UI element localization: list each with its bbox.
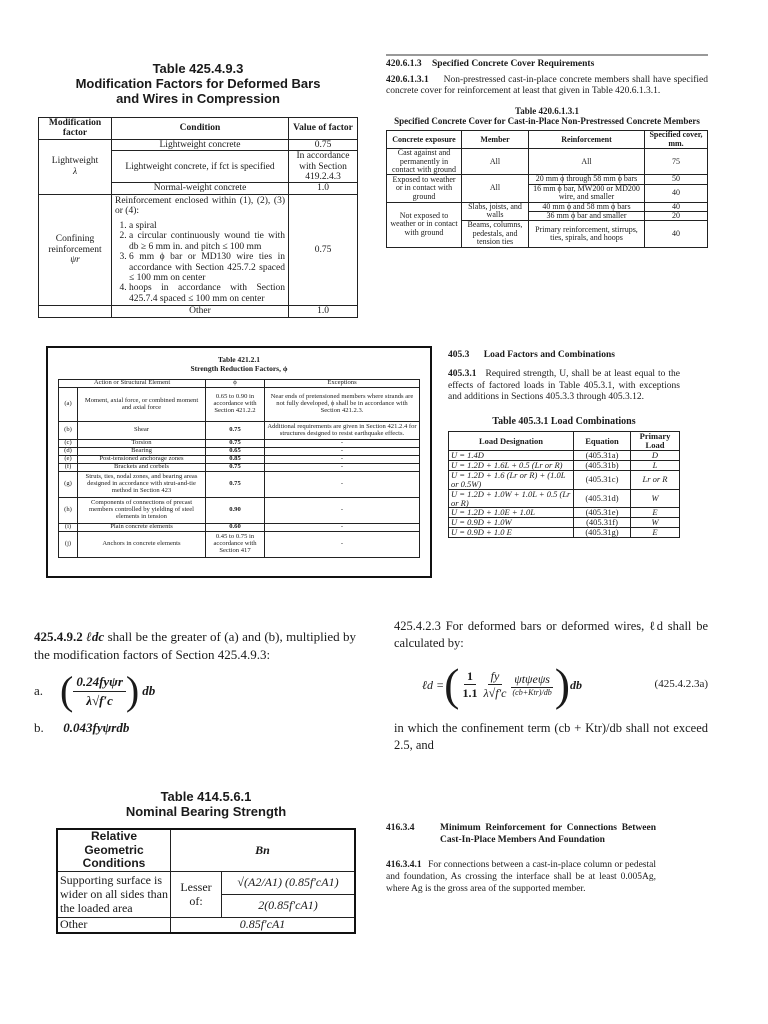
reinforcement-cell: 20 mm ϕ through 58 mm ϕ bars <box>529 175 645 184</box>
bn-value-cell: 0.85f′cA1 <box>171 918 356 933</box>
table-number: Table 421.2.1 <box>217 355 261 364</box>
confinement-text: in which the confinement term (cb + Ktr)/db shall not exceed 2.5, and <box>394 720 708 752</box>
col-header: Modification factor <box>39 117 112 139</box>
table-header-row <box>59 380 420 388</box>
bearing-strength-table <box>56 828 356 934</box>
table-row <box>387 149 708 175</box>
col-header: Specified cover, mm. <box>645 131 708 149</box>
table-row: U = 0.9D + 1.0 E (405.31g) E <box>449 528 680 538</box>
lesser-of-cell: Lesser of: <box>171 872 222 918</box>
member-cell: All <box>462 175 529 202</box>
cover-cell: 20 <box>645 211 708 220</box>
list-item: 3. 6 mm ϕ bar or MD130 wire ties in accordance with Section 425.7.2 spaced ≤ 100 mm on center <box>129 252 285 283</box>
col-header: Concrete exposure <box>387 131 462 149</box>
table-header-row <box>387 131 708 149</box>
col-header: Relative Geometric Conditions <box>57 829 171 872</box>
formula-label: a. <box>34 683 44 699</box>
table-row: (j) Anchors in concrete elements 0.45 to 0.75 in accordance with Section 417 - <box>59 531 420 557</box>
reinforcement-cell: Primary reinforcement, stirrups, ties, spirals, and hoops <box>529 221 645 247</box>
bn-value-cell: √(A2/A1) (0.85f′cA1) <box>222 872 356 895</box>
table-row <box>57 872 355 895</box>
section-text: shall be the greater of (a) and (b), multiplied by the modification factors of Section 425.4.9.3: <box>34 629 357 662</box>
table-414-5-6-1 <box>56 790 356 942</box>
value-cell: 0.75 <box>289 194 358 305</box>
table-row: (g) Struts, ties, nodal zones, and bearing areas designed in accordance with strut-and-tie method in Section 423 0.75 - <box>59 471 420 497</box>
condition-cell: Normal-weight concrete <box>112 183 289 194</box>
table-row: U = 0.9D + 1.0W (405.31f) W <box>449 518 680 528</box>
table-row: (b) Shear 0.75 Additional requirements are given in Section 421.2.4 for structures designed to resist earthquake effects. <box>59 422 420 440</box>
table-header-row <box>57 829 355 872</box>
col-header: Condition <box>112 117 289 139</box>
exposure-cell: Cast against and permanently in contact with ground <box>387 149 462 175</box>
table-row: (e) Post-tensioned anchorage zones 0.85 - <box>59 456 420 464</box>
table-row: U = 1.4D (405.31a) D <box>449 450 680 460</box>
table-number: Table 414.5.6.1 <box>160 789 252 804</box>
col-header: Bn <box>171 829 356 872</box>
reinforcement-cell: All <box>529 149 645 175</box>
table-row: (a) Moment, axial force, or combined moment and axial force 0.65 to 0.90 in accordance with Section 421.2.2 Near ends of pretensioned members where strands are not fully developed, ϕ shall be in accordance with Section 421.2.3. <box>59 388 420 422</box>
table-row: (f) Brackets and corbels 0.75 - <box>59 463 420 471</box>
table-row: (c) Torsion 0.75 - <box>59 440 420 448</box>
value-cell: In accordance with Section 419.2.4.3 <box>289 151 358 183</box>
member-cell: Slabs, joists, and walls <box>462 202 529 221</box>
table-row <box>39 194 358 305</box>
table-row <box>387 175 708 184</box>
table-header-row <box>39 117 358 139</box>
paragraph-text: For connections between a cast-in-place column or pedestal and foundation, As crossing the interface shall be at least 0.005Ag, where Ag is the gross area of the supported member. <box>386 859 656 895</box>
condition-list <box>115 221 285 305</box>
condition-cell: Other <box>112 306 289 317</box>
condition-cell: Lightweight concrete, if fct is specified <box>112 151 289 183</box>
factor-symbol: ψr <box>70 255 80 266</box>
factor-cell <box>39 139 112 194</box>
bn-value-cell: 2(0.85f′cA1) <box>222 895 356 918</box>
paragraph-text: Required strength, U, shall be at least equal to the effects of factored loads in Table 405.3.1, with exceptions and additions in Sections 405.3.3 through 405.3.12. <box>448 369 681 403</box>
col-header: Exceptions <box>265 380 420 388</box>
table-title: Table 405.3.1 Load Combinations <box>492 415 636 427</box>
col-header: Load Designation <box>449 432 574 451</box>
exposure-cell: Not exposed to weather or in contact with ground <box>387 202 462 247</box>
table-title-line1: Modification Factors for Deformed Bars <box>75 75 321 91</box>
table-421-2-1 <box>46 346 432 578</box>
strength-reduction-table <box>58 379 420 558</box>
condition-cell <box>112 194 289 305</box>
cover-cell: 75 <box>645 149 708 175</box>
table-row: U = 1.2D + 1.0E + 1.0L (405.31e) E <box>449 508 680 518</box>
col-header: Member <box>462 131 529 149</box>
section-number: 425.4.2.3 <box>394 619 441 633</box>
factor-cell <box>39 194 112 305</box>
list-item: 4. hoops in accordance with Section 425.7.4 spaced ≤ 100 mm on center <box>129 283 285 304</box>
paragraph-number: 420.6.1.3.1 <box>386 75 429 85</box>
formula-fraction: $\frac{\text{0.24fyψr}}{\lambda√f'c}$ <box>73 673 126 709</box>
col-header: Primary Load <box>631 432 680 451</box>
table-title: Nominal Bearing Strength <box>125 803 287 819</box>
section-425-4-9-2 <box>34 628 356 768</box>
table-title: Specified Concrete Cover for Cast-in-Place Non-Prestressed Concrete Members <box>394 116 700 127</box>
table-row: U = 1.2D + 1.6 (Lr or R) + (1.0L or 0.5W) (405.31c) Lr or R <box>449 470 680 489</box>
reinforcement-cell: 40 mm ϕ and 58 mm ϕ bars <box>529 202 645 211</box>
member-cell: All <box>462 149 529 175</box>
table-header-row <box>449 432 680 451</box>
condition-intro: Reinforcement enclosed within (1), (2), (3) or (4): <box>115 195 285 217</box>
concrete-cover-table <box>386 130 708 247</box>
equation-number: (425.4.2.3a) <box>654 678 708 691</box>
section-heading: Load Factors and Combinations <box>483 350 615 360</box>
section-number: 416.3.4 <box>386 823 415 833</box>
col-header: Equation <box>574 432 631 451</box>
condition-cell: Supporting surface is wider on all sides than the loaded area <box>57 872 171 918</box>
member-cell: Beams, columns, pedestals, and tension ties <box>462 221 529 247</box>
modification-factors-table <box>38 117 358 318</box>
cover-cell: 40 <box>645 202 708 211</box>
value-cell: 1.0 <box>289 183 358 194</box>
load-combinations-table <box>448 431 680 538</box>
section-number: 425.4.9.2 <box>34 629 83 644</box>
reinforcement-cell: 36 mm ϕ bar and smaller <box>529 211 645 220</box>
value-cell: 1.0 <box>289 306 358 317</box>
section-425-4-2-3 <box>394 618 708 768</box>
col-header: ϕ <box>206 380 265 388</box>
paragraph-text: Non-prestressed cast-in-place concrete members shall have specified concrete cover for reinforcement at least that given in Table 420.6.1.3.1. <box>386 75 709 97</box>
cover-cell: 40 <box>645 221 708 247</box>
table-425-4-9-3 <box>38 62 358 352</box>
section-number: 405.3 <box>448 350 470 360</box>
formula-label: b. <box>34 720 44 736</box>
table-row: (i) Plain concrete elements 0.60 - <box>59 523 420 531</box>
paragraph-number: 416.3.4.1 <box>386 859 422 870</box>
table-title: Strength Reduction Factors, ϕ <box>190 363 288 373</box>
cover-cell: 50 <box>645 175 708 184</box>
table-row: (d) Bearing 0.65 - <box>59 448 420 456</box>
table-number: Table 420.6.1.3.1 <box>515 105 579 116</box>
factor-label: Confining reinforcement <box>48 234 102 255</box>
formula-expression: 0.043fyψrdb <box>63 720 130 736</box>
value-cell: 0.75 <box>289 139 358 150</box>
ldc-symbol: ℓdc <box>86 629 105 644</box>
paragraph-number: 405.3.1 <box>448 369 477 380</box>
table-row <box>39 139 358 150</box>
table-row <box>39 306 358 317</box>
formula-a: a. ( $\frac{\text{0.24fyψr}}{\lambda√f'c}$ ) db <box>34 668 156 714</box>
col-header: Value of factor <box>289 117 358 139</box>
section-416-3-4 <box>386 822 656 942</box>
list-item: 1. a spiral <box>129 221 285 231</box>
condition-cell: Lightweight concrete <box>112 139 289 150</box>
development-length-equation: ℓd = ( $\frac{1}{1.1}$ $\frac{fy}{\lambda√f'c}$ $\frac{\text{ψtψeψs}}{\text{(cb+Ktr)/db}}$ ) db (425.4.2.3a) <box>422 658 708 710</box>
table-row: U = 1.2D + 1.6L + 0.5 (Lr or R) (405.31b) L <box>449 460 680 470</box>
factor-symbol: λ <box>72 166 78 177</box>
section-heading: Minimum Reinforcement for Connections Between Cast-In-Place Members And Foundation <box>440 823 656 846</box>
table-row: (h) Components of connections of precast members controlled by yielding of steel elements in tension 0.90 - <box>59 497 420 523</box>
col-header: Reinforcement <box>529 131 645 149</box>
section-number: 420.6.1.3 <box>386 59 422 69</box>
section-405-3 <box>448 350 680 572</box>
condition-cell: Other <box>57 918 171 933</box>
table-number: Table 425.4.9.3 <box>152 61 244 76</box>
table-row <box>57 918 355 933</box>
factor-label: Lightweight <box>51 156 99 167</box>
formula-b <box>34 719 356 737</box>
section-text: For deformed bars or deformed wires, ℓd shall be calculated by: <box>394 619 708 650</box>
table-title-line2: and Wires in Compression <box>116 90 280 106</box>
col-header: Action or Structural Element <box>59 380 206 388</box>
cover-cell: 40 <box>645 184 708 202</box>
table-row: U = 1.2D + 1.0W + 1.0L + 0.5 (Lr or R) (405.31d) W <box>449 489 680 508</box>
exposure-cell: Exposed to weather or in contact with ground <box>387 175 462 202</box>
section-420-6-1-3 <box>386 54 708 334</box>
reinforcement-cell: 16 mm ϕ bar, MW200 or MD200 wire, and smaller <box>529 184 645 202</box>
section-heading: Specified Concrete Cover Requirements <box>432 59 595 69</box>
list-item: 2. a circular continuously wound tie with db ≥ 6 mm in. and pitch ≤ 100 mm <box>129 231 285 252</box>
